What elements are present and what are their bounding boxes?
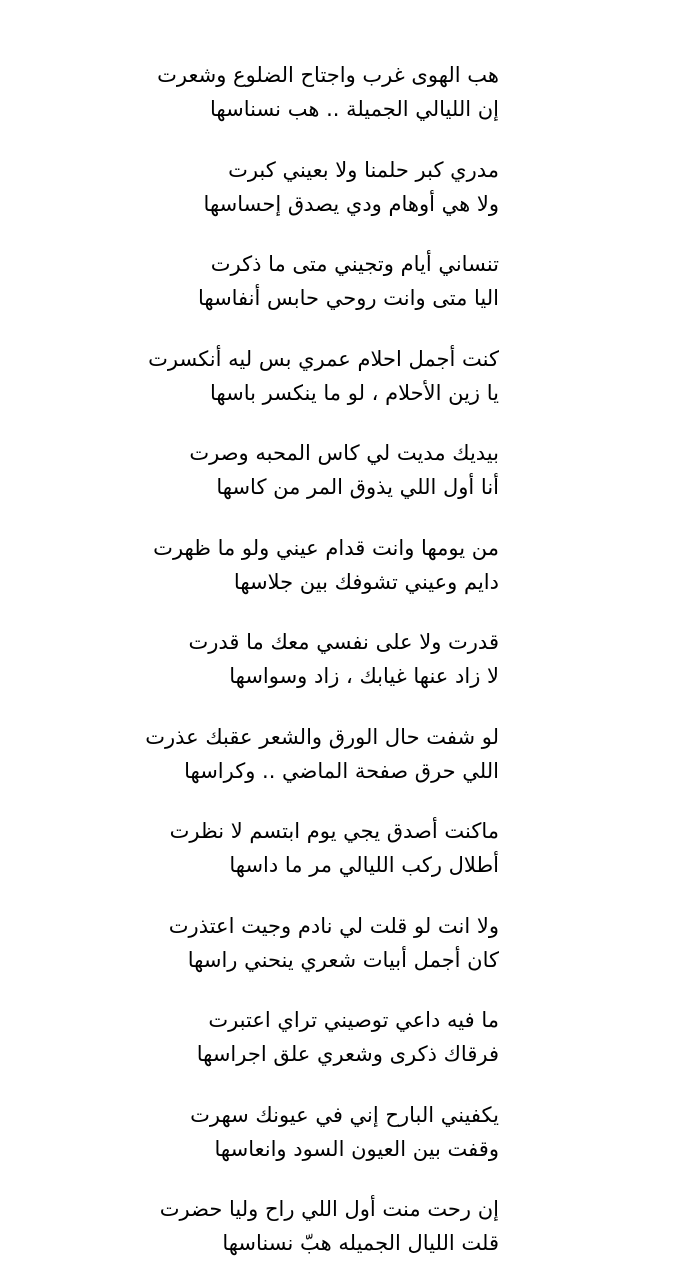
poem-stanza (0, 909, 675, 1004)
poem-line: قلت الليال الجميله هبّ نسناسها (222, 1231, 499, 1255)
poem-line: ما فيه داعي توصيني تراي اعتبرت (208, 1008, 499, 1032)
poem-stanza (0, 625, 675, 720)
poem-stanza (0, 58, 675, 153)
poem-line: مدري كبر حلمنا ولا بعيني كبرت (228, 157, 499, 182)
poem-line: كنت أجمل احلام عمري بس ليه أنكسرت (148, 346, 499, 371)
poem-line: قدرت ولا على نفسي معك ما قدرت (188, 630, 499, 654)
poem-line: كان أجمل أبيات شعري ينحني راسها (187, 947, 499, 972)
poem-line: لا زاد عنها غيابك ، زاد وسواسها (229, 664, 499, 688)
poem-line: ولا هي أوهام ودي يصدق إحساسها (203, 191, 499, 216)
poem-line: لو شفت حال الورق والشعر عقبك عذرت (145, 724, 499, 749)
poem-line: أطلال ركب الليالي مر ما داسها (229, 853, 499, 877)
poem-line: يكفيني البارح إني في عيونك سهرت (190, 1102, 499, 1127)
poem-line: ماكنت أصدق يجي يوم ابتسم لا نظرت (169, 819, 499, 843)
poem-stanza (0, 1098, 675, 1193)
poem-stanza (0, 1003, 675, 1098)
poem (0, 58, 675, 1287)
poem-stanza (0, 531, 675, 626)
poem-line: دايم وعيني تشوفك بين جلاسها (233, 569, 499, 594)
poem-stanza (0, 153, 675, 248)
poem-line: إن رحت منت أول اللي راح وليا حضرت (159, 1197, 499, 1221)
poem-line: إن الليالي الجميلة .. هب نسناسها (210, 97, 499, 121)
poem-line: يا زين الأحلام ، لو ما ينكسر باسها (210, 380, 499, 405)
poem-line: هب الهوى غرب واجتاح الضلوع وشعرت (157, 63, 499, 87)
poem-stanza (0, 720, 675, 815)
poem-line: أنا أول اللي يذوق المر من كاسها (216, 475, 499, 499)
poem-stanza (0, 436, 675, 531)
poem-line: اليا متى وانت روحي حابس أنفاسها (197, 286, 499, 310)
poem-stanza (0, 1192, 675, 1287)
poem-line: اللي حرق صفحة الماضي .. وكراسها (184, 758, 499, 783)
poem-line: فرقاك ذكرى وشعري علق اجراسها (196, 1042, 499, 1066)
poem-stanza (0, 342, 675, 437)
poem-line: بيديك مديت لي كاس المحبه وصرت (189, 441, 499, 465)
poem-stanza (0, 814, 675, 909)
poem-stanza (0, 247, 675, 342)
poem-line: وقفت بين العيون السود وانعاسها (214, 1136, 499, 1161)
poem-line: من يومها وانت قدام عيني ولو ما ظهرت (153, 535, 499, 560)
poem-line: ولا انت لو قلت لي نادم وجيت اعتذرت (168, 913, 499, 938)
poem-line: تنساني أيام وتجيني متى ما ذكرت (210, 252, 499, 276)
